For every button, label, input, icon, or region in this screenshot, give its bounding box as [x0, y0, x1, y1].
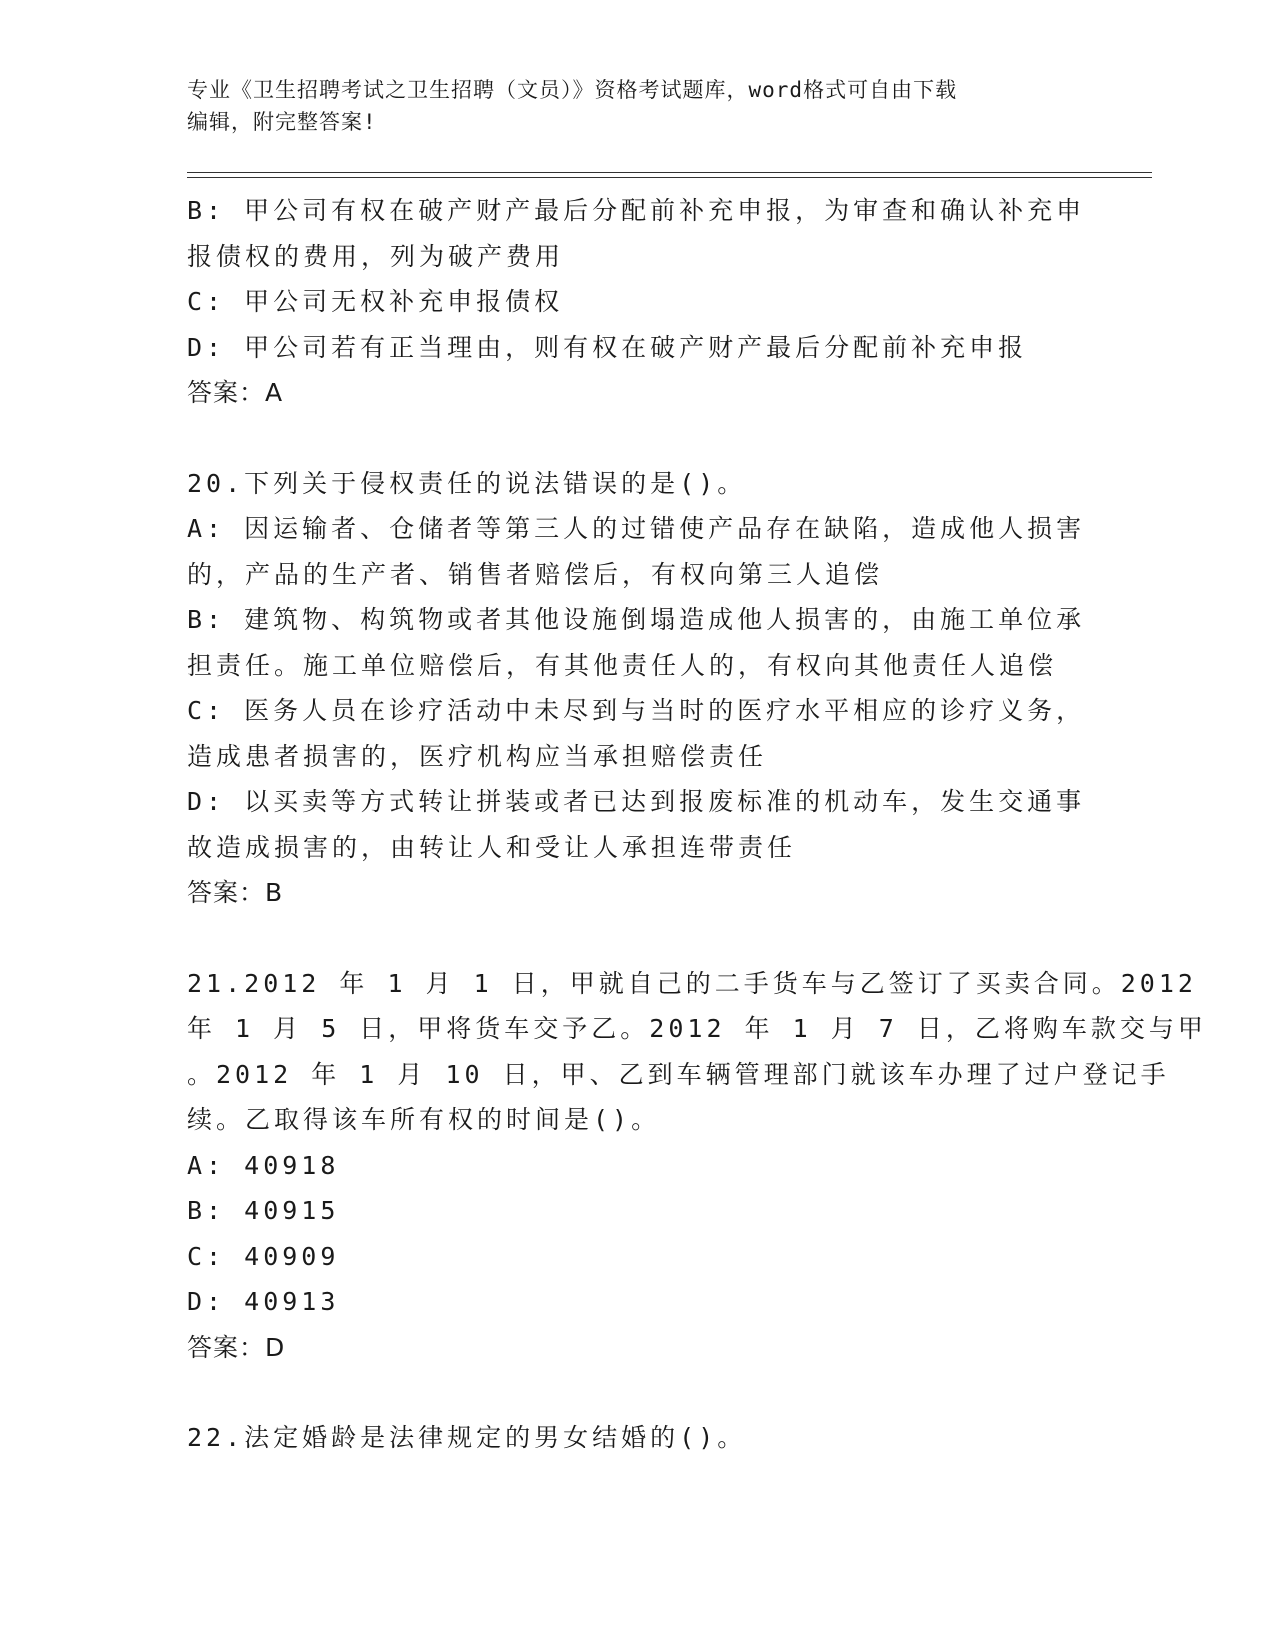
q20-option-c-line-1: C: 医务人员在诊疗活动中未尽到与当时的医疗水平相应的诊疗义务， [187, 696, 1086, 725]
q21-stem-line-4: 续。乙取得该车所有权的时间是()。 [187, 1105, 661, 1134]
q19-option-c: C: 甲公司无权补充申报债权 [187, 287, 564, 316]
q20-option-d-line-1: D: 以买卖等方式转让拼装或者已达到报废标准的机动车，发生交通事 [187, 787, 1086, 816]
q19-answer: 答案：A [187, 378, 284, 407]
q20-stem: 20.下列关于侵权责任的说法错误的是()。 [187, 468, 747, 498]
q21-option-b: B: 40915 [187, 1196, 340, 1225]
header-line-1: 专业《卫生招聘考试之卫生招聘（文员）》资格考试题库，word格式可自由下载 [187, 78, 958, 102]
header-rule-bottom [187, 177, 1152, 178]
q20-option-a-line-2: 的，产品的生产者、销售者赔偿后，有权向第三人追偿 [187, 559, 884, 589]
spacer [187, 1370, 1087, 1415]
q20-answer: 答案：B [187, 878, 284, 907]
q21-answer: 答案：D [187, 1332, 286, 1362]
q21-option-a: A: 40918 [187, 1150, 340, 1180]
q20-option-b-line-2: 担责任。施工单位赔偿后，有其他责任人的，有权向其他责任人追偿 [187, 650, 1058, 680]
document-header [187, 74, 1087, 138]
q20-option-b-line-1: B: 建筑物、构筑物或者其他设施倒塌造成他人损害的，由施工单位承 [187, 605, 1086, 634]
header-rule-top [187, 172, 1152, 173]
q21-option-c: C: 40909 [187, 1241, 340, 1271]
q21-stem-line-3: 。2012 年 1 月 10 日，甲、乙到车辆管理部门就该车办理了过户登记手 [187, 1059, 1170, 1089]
q19-option-b-line-2: 报债权的费用，列为破产费用 [187, 241, 565, 271]
question-body [187, 188, 1207, 1461]
q20-option-c-line-2: 造成患者损害的，医疗机构应当承担赔偿责任 [187, 741, 768, 771]
q21-stem-line-1: 21.2012 年 1 月 1 日，甲就自己的二手货车与乙签订了买卖合同。2012 [187, 968, 1197, 998]
header-line-2: 编辑，附完整答案! [187, 110, 377, 134]
spacer [187, 416, 1087, 461]
q19-option-b-line-1: B: 甲公司有权在破产财产最后分配前补充申报，为审查和确认补充申 [187, 196, 1086, 225]
q22-stem: 22.法定婚龄是法律规定的男女结婚的()。 [187, 1423, 747, 1452]
q20-option-d-line-2: 故造成损害的，由转让人和受让人承担连带责任 [187, 832, 797, 862]
q21-stem-line-2: 年 1 月 5 日，甲将货车交予乙。2012 年 1 月 7 日，乙将购车款交与甲 [187, 1014, 1207, 1043]
spacer [187, 916, 1087, 961]
q21-option-d: D: 40913 [187, 1287, 340, 1316]
q20-option-a-line-1: A: 因运输者、仓储者等第三人的过错使产品存在缺陷，造成他人损害 [187, 514, 1086, 543]
q19-option-d: D: 甲公司若有正当理由，则有权在破产财产最后分配前补充申报 [187, 332, 1028, 362]
